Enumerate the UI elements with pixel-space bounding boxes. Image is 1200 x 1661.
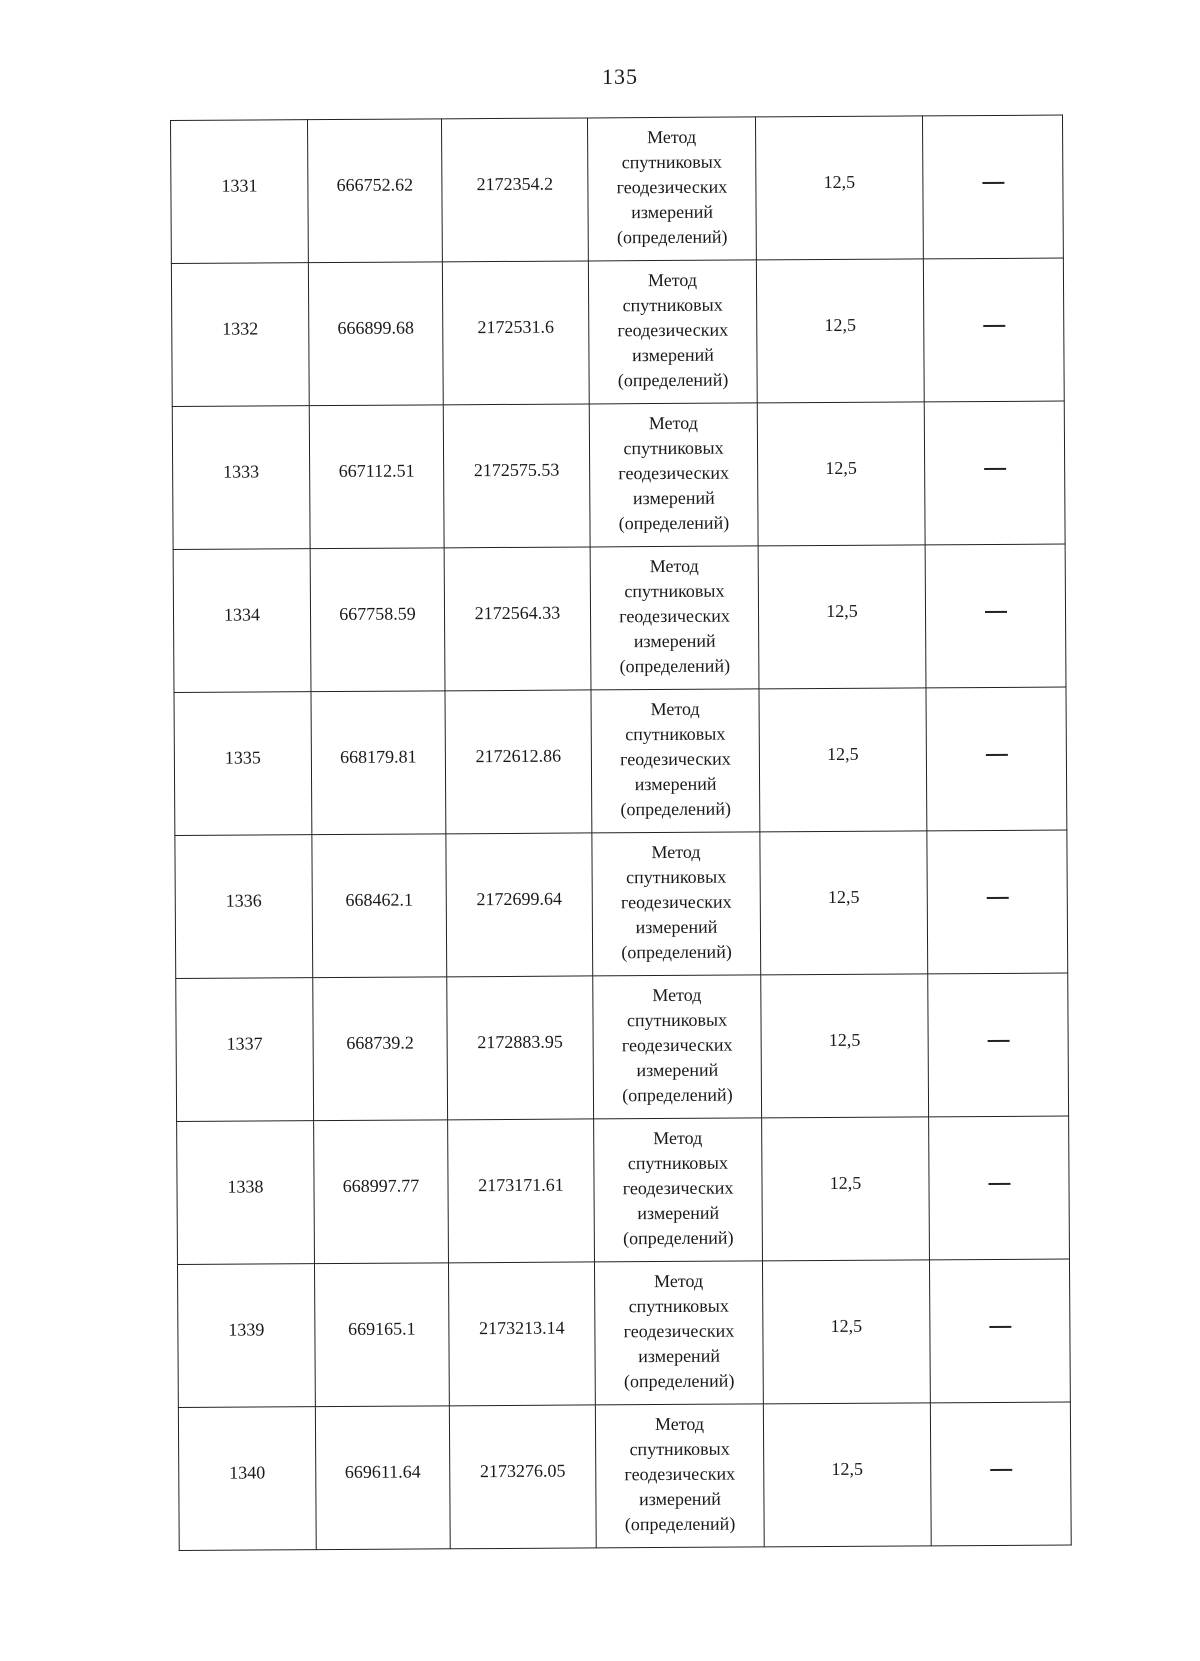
table-body (171, 115, 1072, 1550)
point-number: 1339 (228, 1318, 265, 1340)
note-cell (925, 544, 1066, 688)
y-coordinate: 2172883.95 (477, 1031, 563, 1052)
note-cell (922, 115, 1063, 259)
accuracy-value: 12,5 (827, 886, 860, 907)
dash-mark (985, 611, 1007, 613)
accuracy-cell (758, 545, 926, 689)
y-coordinate: 2173276.05 (479, 1460, 566, 1481)
point-number: 1331 (221, 174, 258, 196)
accuracy-cell (762, 1117, 930, 1261)
coordinates-table (170, 115, 1072, 1551)
x-coordinate-cell (311, 691, 446, 835)
method-description: Метод спутниковых геодезических измерений (определений) (590, 546, 759, 690)
y-coordinate: 2172575.53 (473, 459, 560, 480)
dash-mark (988, 1183, 1010, 1185)
method-description: Метод спутниковых геодезических измерений (определений) (595, 1404, 764, 1548)
accuracy-value: 12,5 (830, 1315, 863, 1336)
x-coordinate: 667758.59 (339, 603, 416, 624)
accuracy-cell (756, 259, 924, 403)
table-row (176, 973, 1069, 1121)
accuracy-value: 12,5 (831, 1458, 864, 1479)
method-description: Метод спутниковых геодезических измерений (определений) (593, 975, 762, 1119)
accuracy-cell (761, 974, 929, 1118)
accuracy-value: 12,5 (829, 1172, 862, 1193)
method-description: Метод спутниковых геодезических измерений (определений) (594, 1118, 763, 1262)
method-description: Метод спутниковых геодезических измерений (определений) (592, 832, 761, 976)
y-coordinate-cell (449, 1405, 596, 1549)
y-coordinate-cell (441, 118, 588, 262)
note-cell (924, 401, 1065, 545)
x-coordinate: 667112.51 (338, 460, 415, 481)
accuracy-cell (757, 402, 925, 546)
x-coordinate-cell (315, 1406, 450, 1550)
point-number-cell (178, 1407, 316, 1551)
table-row (175, 830, 1068, 978)
x-coordinate: 668739.2 (346, 1032, 414, 1053)
method-description: Метод спутниковых геодезических измерений (определений) (587, 117, 756, 261)
y-coordinate-cell (444, 547, 591, 691)
table-row (177, 1259, 1070, 1407)
x-coordinate: 669611.64 (344, 1460, 421, 1482)
point-number-cell (177, 1121, 315, 1265)
point-number: 1338 (227, 1175, 264, 1197)
dash-mark (987, 1040, 1009, 1042)
point-number: 1334 (223, 603, 261, 625)
x-coordinate: 666752.62 (336, 174, 414, 195)
accuracy-value: 12,5 (826, 600, 858, 621)
x-coordinate-cell (312, 834, 447, 978)
y-coordinate-cell (448, 1262, 595, 1406)
y-coordinate-cell (448, 1119, 595, 1263)
accuracy-cell (760, 831, 928, 975)
dash-mark (989, 1326, 1011, 1328)
x-coordinate-cell (314, 1120, 449, 1264)
y-coordinate: 2172699.64 (476, 888, 563, 909)
x-coordinate-cell (309, 405, 444, 549)
y-coordinate: 2172354.2 (476, 173, 554, 194)
point-number-cell (171, 263, 309, 407)
accuracy-cell (762, 1260, 930, 1404)
accuracy-cell (759, 688, 927, 832)
y-coordinate: 2172531.6 (477, 316, 555, 337)
note-cell (927, 830, 1068, 974)
dash-mark (990, 1469, 1012, 1471)
x-coordinate-cell (310, 548, 445, 692)
method-description: Метод спутниковых геодезических измерений (определений) (594, 1261, 763, 1405)
note-cell (928, 973, 1069, 1117)
table-row (171, 115, 1064, 263)
table-row (177, 1116, 1070, 1264)
x-coordinate: 668179.81 (340, 746, 417, 767)
y-coordinate: 2172612.86 (475, 745, 562, 766)
accuracy-value: 12,5 (823, 171, 856, 192)
dash-mark (984, 468, 1006, 470)
accuracy-value: 12,5 (825, 457, 857, 478)
point-number-cell (174, 692, 312, 836)
y-coordinate: 2173213.14 (479, 1317, 565, 1338)
point-number: 1333 (223, 460, 260, 482)
note-cell (929, 1116, 1070, 1260)
x-coordinate-cell (308, 119, 443, 263)
page-number: 135 (602, 64, 638, 89)
y-coordinate-cell (445, 690, 592, 834)
table-row (178, 1402, 1071, 1550)
dash-mark (983, 325, 1005, 327)
point-number: 1336 (225, 889, 262, 911)
y-coordinate-cell (446, 833, 593, 977)
dash-mark (982, 182, 1004, 184)
x-coordinate: 669165.1 (348, 1318, 416, 1339)
point-number: 1337 (226, 1032, 263, 1054)
point-number-cell (172, 406, 310, 550)
point-number: 1332 (222, 317, 259, 339)
x-coordinate-cell (308, 262, 443, 406)
y-coordinate-cell (442, 261, 589, 405)
x-coordinate: 668997.77 (342, 1174, 420, 1196)
accuracy-value: 12,5 (828, 1029, 861, 1050)
note-cell (926, 687, 1067, 831)
table-row (171, 258, 1064, 406)
dash-mark (985, 754, 1007, 756)
accuracy-cell (763, 1403, 931, 1547)
dash-mark (986, 897, 1008, 899)
note-cell (929, 1259, 1070, 1403)
y-coordinate-cell (443, 404, 590, 548)
table-row (173, 544, 1066, 692)
table-row (172, 401, 1065, 549)
table-row (174, 687, 1067, 835)
x-coordinate: 666899.68 (337, 317, 415, 338)
x-coordinate-cell (313, 977, 448, 1121)
accuracy-value: 12,5 (827, 743, 859, 764)
accuracy-cell (755, 116, 923, 260)
method-description: Метод спутниковых геодезических измерений (определений) (588, 260, 757, 404)
point-number: 1335 (224, 746, 261, 768)
accuracy-value: 12,5 (824, 314, 857, 335)
point-number-cell (173, 549, 311, 693)
point-number: 1340 (229, 1461, 266, 1483)
x-coordinate-cell (314, 1263, 449, 1407)
point-number-cell (175, 835, 313, 979)
x-coordinate: 668462.1 (345, 889, 414, 910)
point-number-cell (176, 978, 314, 1122)
note-cell (930, 1402, 1071, 1546)
y-coordinate: 2172564.33 (474, 602, 561, 623)
point-number-cell (177, 1264, 315, 1408)
y-coordinate: 2173171.61 (478, 1174, 564, 1195)
point-number-cell (171, 120, 309, 264)
method-description: Метод спутниковых геодезических измерений (определений) (591, 689, 760, 833)
method-description: Метод спутниковых геодезических измерений (определений) (589, 403, 758, 547)
y-coordinate-cell (447, 976, 594, 1120)
note-cell (923, 258, 1064, 402)
